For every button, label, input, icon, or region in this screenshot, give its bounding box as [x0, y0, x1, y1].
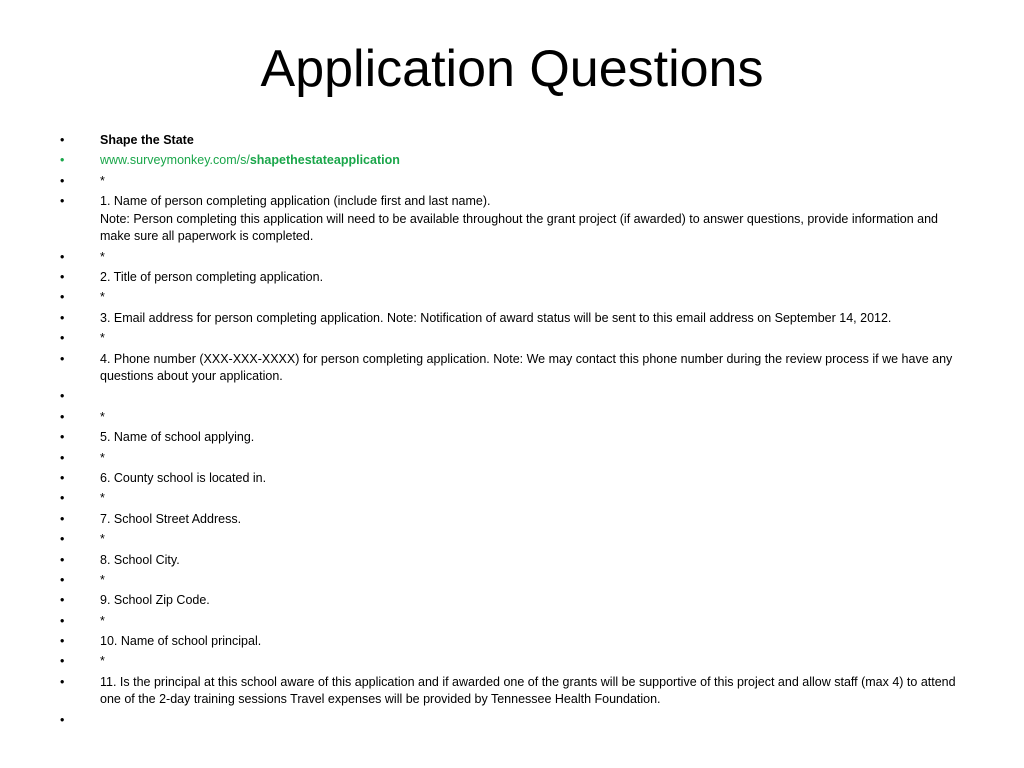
question-5-text: 5. Name of school applying. [100, 430, 255, 445]
list-item-link [60, 152, 970, 170]
question-3-text: 3. Email address for person completing application. Note: Notification of award status will be sent to this email address on September 14, 2012. [100, 310, 892, 325]
list-item-q3 [60, 310, 970, 328]
bullet-icon: • [60, 572, 65, 587]
header-text: Shape the State [100, 133, 194, 147]
bullet-icon: • [60, 511, 65, 526]
list-item [60, 490, 970, 508]
survey-link-prefix[interactable]: www.surveymonkey.com/s/ [100, 153, 250, 168]
question-list [60, 132, 970, 732]
list-item-empty [60, 712, 970, 730]
question-4-text: 4. Phone number (XXX-XXX-XXXX) for person completing application. Note: We may contact this phone number during the review process if we have any questions about your application. [100, 351, 953, 384]
bullet-icon: • [60, 613, 65, 628]
bullet-icon: • [60, 249, 65, 264]
list-item-q11 [60, 674, 970, 709]
list-item-q9 [60, 592, 970, 610]
list-item-q2 [60, 269, 970, 287]
list-item-q1 [60, 193, 970, 246]
bullet-icon: • [60, 351, 65, 366]
required-star: * [100, 572, 105, 587]
list-item [60, 330, 970, 348]
list-item-q8 [60, 552, 970, 570]
bullet-icon: • [60, 153, 65, 168]
list-item [60, 249, 970, 267]
question-1-text: 1. Name of person completing application (include first and last name). [100, 194, 491, 209]
bullet-icon: • [60, 491, 65, 506]
required-star: * [100, 173, 105, 188]
required-star: * [100, 491, 105, 506]
bullet-icon: • [60, 389, 65, 404]
list-item [60, 289, 970, 307]
survey-link[interactable] [100, 153, 400, 167]
question-1-note: Note: Person completing this application will need to be available throughout the grant project (if awarded) to answer questions, provide information and make sure all paperwork is completed. [100, 211, 938, 244]
bullet-icon: • [60, 593, 65, 608]
bullet-icon: • [60, 674, 65, 689]
bullet-icon: • [60, 173, 65, 188]
bullet-icon: • [60, 634, 65, 649]
bullet-icon: • [60, 133, 65, 147]
list-item-header [60, 132, 970, 150]
bullet-icon: • [60, 654, 65, 669]
survey-link-suffix[interactable]: shapethestateapplication [249, 153, 400, 168]
list-item [60, 613, 970, 631]
bullet-icon: • [60, 331, 65, 346]
bullet-icon: • [60, 712, 65, 727]
bullet-icon: • [60, 290, 65, 305]
bullet-icon: • [60, 194, 65, 209]
list-item [60, 572, 970, 590]
list-item-q5 [60, 429, 970, 447]
question-11-text: 11. Is the principal at this school aware of this application and if awarded one of the grants will be supportive of this project and allow staff (max 4) to attend one of the 2-day training sessions Travel expenses will be provided by Tennessee Health Foundation. [100, 674, 956, 707]
bullet-icon: • [60, 310, 65, 325]
required-star: * [100, 613, 105, 628]
question-6-text: 6. County school is located in. [100, 470, 267, 485]
question-9-text: 9. School Zip Code. [100, 593, 210, 608]
required-star: * [100, 532, 105, 547]
list-item-q4 [60, 351, 970, 386]
bullet-icon: • [60, 470, 65, 485]
required-star: * [100, 249, 105, 264]
list-item-empty [60, 388, 970, 406]
required-star: * [100, 409, 105, 424]
question-7-text: 7. School Street Address. [100, 511, 242, 526]
bullet-icon: • [60, 409, 65, 424]
list-item-q10 [60, 633, 970, 651]
list-item [60, 173, 970, 191]
list-item [60, 450, 970, 468]
bullet-icon: • [60, 450, 65, 465]
required-star: * [100, 654, 105, 669]
question-10-text: 10. Name of school principal. [100, 634, 262, 649]
bullet-icon: • [60, 552, 65, 567]
bullet-icon: • [60, 269, 65, 284]
required-star: * [100, 450, 105, 465]
slide-title: Application Questions [260, 40, 764, 98]
list-item [60, 653, 970, 671]
list-item [60, 531, 970, 549]
required-star: * [100, 331, 105, 346]
question-8-text: 8. School City. [100, 552, 180, 567]
required-star: * [100, 290, 105, 305]
bullet-icon: • [60, 430, 65, 445]
bullet-icon: • [60, 532, 65, 547]
list-item-q7 [60, 511, 970, 529]
question-2-text: 2. Title of person completing application. [100, 269, 324, 284]
list-item-q6 [60, 470, 970, 488]
list-item [60, 409, 970, 427]
